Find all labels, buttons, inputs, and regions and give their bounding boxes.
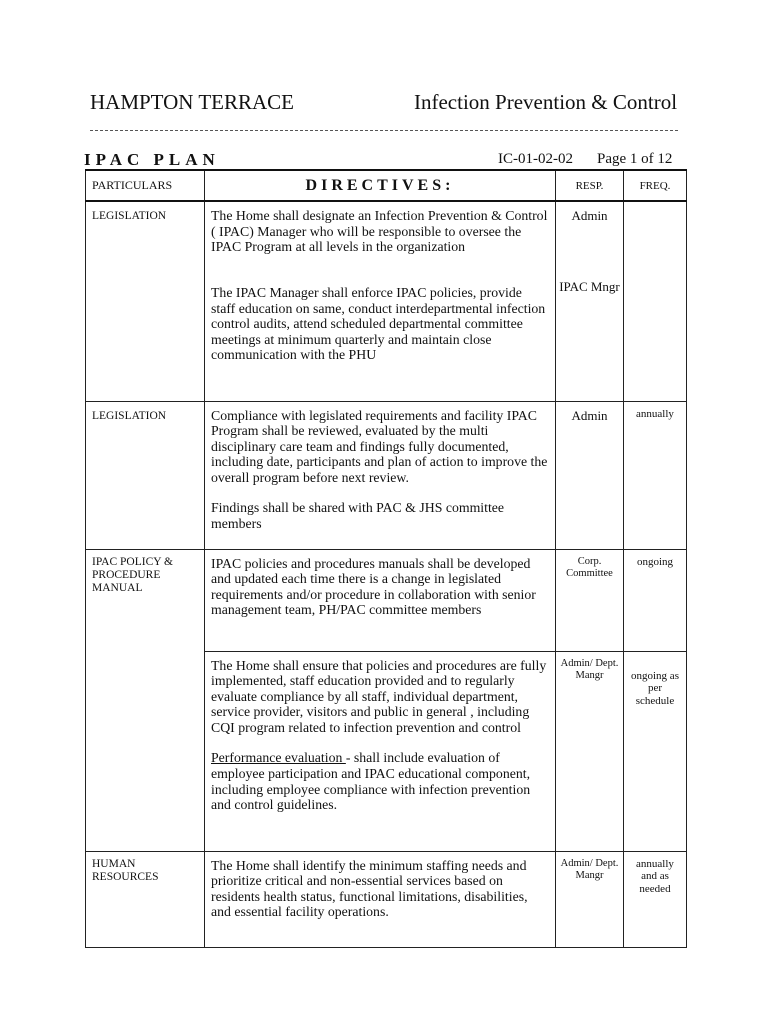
column-header-directives: DIRECTIVES: bbox=[205, 170, 556, 201]
directive-text: IPAC policies and procedures manuals shall be developed and updated each time there is a change in legislated requirements and/or procedure in collaboration with senior management team, PH/PAC committee members bbox=[211, 555, 536, 618]
directive-text: The Home shall ensure that policies and procedures are fully implemented, staff education provided and to regularly evaluate compliance by all staff, individual department, service provider, visitors and public in general , including CQI program related to infection prevention and control bbox=[211, 657, 547, 735]
directive-text: The IPAC Manager shall enforce IPAC policies, provide staff education on same, conduct interdepartmental infection control audits, attend scheduled departmental committee meetings at minimum quarterly and maintain close communication with the PHU bbox=[211, 285, 546, 363]
table-row bbox=[86, 401, 687, 549]
row-resp: Corp. Committee bbox=[556, 549, 624, 651]
table-row bbox=[86, 851, 687, 947]
column-header-freq: FREQ. bbox=[624, 170, 687, 201]
header-divider bbox=[90, 130, 678, 131]
row-particular: IPAC POLICY & PROCEDURE MANUAL bbox=[86, 549, 205, 851]
header-department: Infection Prevention & Control bbox=[414, 90, 678, 114]
row-freq bbox=[624, 201, 687, 401]
directive-text: The Home shall designate an Infection Prevention & Control ( IPAC) Manager who will be responsible to oversee the IPAC Program at all levels in the organization bbox=[211, 208, 548, 255]
performance-evaluation-label: Performance evaluation bbox=[211, 750, 346, 766]
directive-text: Findings shall be shared with PAC & JHS committee members bbox=[211, 500, 505, 532]
page-number: Page 1 of 12 bbox=[597, 151, 673, 167]
row-resp: Admin/ Dept. Mangr bbox=[556, 651, 624, 851]
row-directive bbox=[205, 401, 556, 549]
row-directive bbox=[205, 270, 556, 401]
row-particular: LEGISLATION bbox=[86, 201, 205, 401]
table-row bbox=[86, 549, 687, 651]
row-resp: Admin bbox=[556, 201, 624, 270]
plan-title: IPAC PLAN bbox=[84, 150, 220, 169]
row-resp: IPAC Mngr bbox=[556, 270, 624, 401]
row-directive bbox=[205, 201, 556, 270]
row-directive bbox=[205, 651, 556, 851]
performance-evaluation-text: - shall include evaluation of employee participation and IPAC educational component, including employee compliance with infection prevention and control guidelines. bbox=[211, 750, 531, 813]
row-directive bbox=[205, 851, 556, 947]
row-freq: annually and as needed bbox=[624, 851, 687, 947]
row-freq: ongoing as per schedule bbox=[624, 651, 687, 851]
row-freq: ongoing bbox=[624, 549, 687, 651]
ipac-plan-table bbox=[85, 169, 687, 948]
table-header-row bbox=[86, 170, 687, 201]
column-header-resp: RESP. bbox=[556, 170, 624, 201]
row-resp: Admin bbox=[556, 401, 624, 549]
table-row bbox=[86, 201, 687, 270]
column-header-particulars: PARTICULARS bbox=[86, 170, 205, 201]
header-organization: HAMPTON TERRACE bbox=[90, 90, 295, 114]
plan-code: IC-01-02-02 bbox=[498, 151, 573, 167]
row-freq: annually bbox=[624, 401, 687, 549]
row-directive bbox=[205, 549, 556, 651]
directive-text bbox=[211, 750, 549, 812]
row-resp: Admin/ Dept. Mangr bbox=[556, 851, 624, 947]
directive-text: The Home shall identify the minimum staffing needs and prioritize critical and non-essential services based on residents health status, functional limitations, disabilities, and essential facility operations. bbox=[211, 857, 528, 920]
row-particular: LEGISLATION bbox=[86, 401, 205, 549]
row-particular: HUMAN RESOURCES bbox=[86, 851, 205, 947]
directive-text: Compliance with legislated requirements and facility IPAC Program shall be reviewed, evaluated by the multi disciplinary care team and findings fully documented, including date, participants and plan of action to improve the overall program before next review. bbox=[211, 407, 548, 485]
